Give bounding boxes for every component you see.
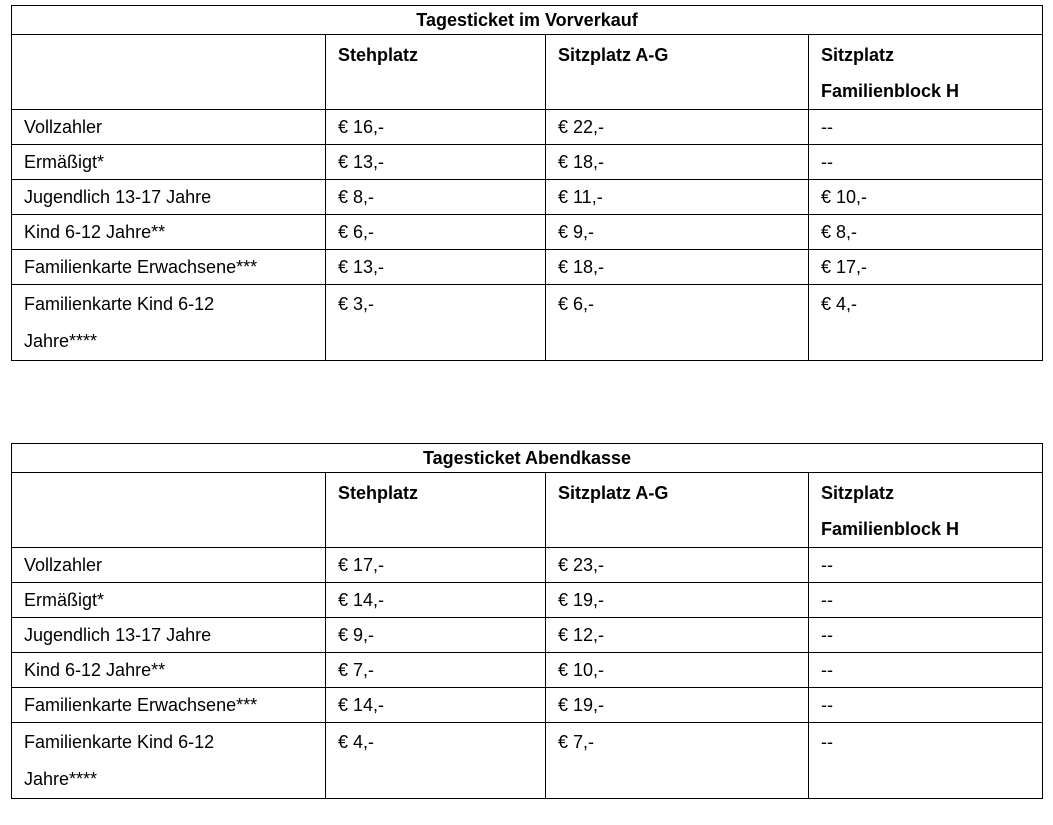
header-line: Sitzplatz	[821, 45, 895, 65]
column-header-familienblock-h	[809, 35, 1043, 110]
price-familienblock-h: --	[809, 110, 1043, 145]
table-abendkasse	[11, 443, 1043, 799]
header-line: Familienblock H	[821, 519, 960, 539]
price-stehplatz: € 7,-	[326, 653, 546, 688]
price-stehplatz: € 3,-	[326, 285, 546, 361]
price-sitzplatz-ag: € 23,-	[546, 548, 809, 583]
price-stehplatz: € 17,-	[326, 548, 546, 583]
price-sitzplatz-ag: € 11,-	[546, 180, 809, 215]
table-title: Tagesticket im Vorverkauf	[12, 6, 1043, 35]
price-familienblock-h: € 17,-	[809, 250, 1043, 285]
column-header-familienblock-h	[809, 473, 1043, 548]
label-line: Familienkarte Kind 6-12	[24, 732, 215, 752]
price-sitzplatz-ag: € 19,-	[546, 688, 809, 723]
label-line: Familienkarte Kind 6-12	[24, 294, 215, 314]
price-familienblock-h: --	[809, 583, 1043, 618]
table-row	[12, 215, 1043, 250]
price-familienblock-h: --	[809, 618, 1043, 653]
price-familienblock-h: --	[809, 548, 1043, 583]
row-label: Jugendlich 13-17 Jahre	[12, 618, 326, 653]
column-header-row	[12, 473, 1043, 548]
header-line: Familienblock H	[821, 81, 960, 101]
price-stehplatz: € 16,-	[326, 110, 546, 145]
price-sitzplatz-ag: € 22,-	[546, 110, 809, 145]
price-familienblock-h: € 10,-	[809, 180, 1043, 215]
table-row	[12, 618, 1043, 653]
price-sitzplatz-ag: € 18,-	[546, 250, 809, 285]
column-header-row	[12, 35, 1043, 110]
price-stehplatz: € 4,-	[326, 723, 546, 799]
price-familienblock-h: € 8,-	[809, 215, 1043, 250]
table-row	[12, 688, 1043, 723]
price-stehplatz: € 14,-	[326, 583, 546, 618]
table-vorverkauf	[11, 5, 1043, 361]
price-sitzplatz-ag: € 19,-	[546, 583, 809, 618]
table-row	[12, 180, 1043, 215]
price-stehplatz: € 14,-	[326, 688, 546, 723]
price-sitzplatz-ag: € 6,-	[546, 285, 809, 361]
price-stehplatz: € 8,-	[326, 180, 546, 215]
price-stehplatz: € 6,-	[326, 215, 546, 250]
column-header-sitzplatz-ag: Sitzplatz A-G	[546, 35, 809, 110]
price-familienblock-h: --	[809, 723, 1043, 799]
column-header-sitzplatz-ag: Sitzplatz A-G	[546, 473, 809, 548]
table-row	[12, 145, 1043, 180]
price-familienblock-h: € 4,-	[809, 285, 1043, 361]
row-label: Ermäßigt*	[12, 583, 326, 618]
price-stehplatz: € 13,-	[326, 145, 546, 180]
column-header-stehplatz: Stehplatz	[326, 35, 546, 110]
row-label: Ermäßigt*	[12, 145, 326, 180]
header-line: Sitzplatz	[821, 483, 895, 503]
column-header-category	[12, 473, 326, 548]
price-sitzplatz-ag: € 12,-	[546, 618, 809, 653]
table-row	[12, 723, 1043, 799]
row-label: Kind 6-12 Jahre**	[12, 653, 326, 688]
price-stehplatz: € 13,-	[326, 250, 546, 285]
table-row	[12, 110, 1043, 145]
price-sitzplatz-ag: € 10,-	[546, 653, 809, 688]
row-label: Familienkarte Erwachsene***	[12, 250, 326, 285]
table-row	[12, 653, 1043, 688]
price-familienblock-h: --	[809, 688, 1043, 723]
row-label: Vollzahler	[12, 110, 326, 145]
row-label: Jugendlich 13-17 Jahre	[12, 180, 326, 215]
table-row	[12, 548, 1043, 583]
table-row	[12, 250, 1043, 285]
table-title: Tagesticket Abendkasse	[12, 444, 1043, 473]
price-sitzplatz-ag: € 9,-	[546, 215, 809, 250]
row-label: Vollzahler	[12, 548, 326, 583]
row-label	[12, 723, 326, 799]
column-header-category	[12, 35, 326, 110]
table-row	[12, 583, 1043, 618]
price-stehplatz: € 9,-	[326, 618, 546, 653]
table-row	[12, 285, 1043, 361]
table-title-row	[12, 444, 1043, 473]
label-line: Jahre****	[24, 331, 98, 351]
row-label: Familienkarte Erwachsene***	[12, 688, 326, 723]
column-header-stehplatz: Stehplatz	[326, 473, 546, 548]
price-familienblock-h: --	[809, 653, 1043, 688]
label-line: Jahre****	[24, 769, 98, 789]
row-label	[12, 285, 326, 361]
price-sitzplatz-ag: € 18,-	[546, 145, 809, 180]
table-title-row	[12, 6, 1043, 35]
row-label: Kind 6-12 Jahre**	[12, 215, 326, 250]
price-sitzplatz-ag: € 7,-	[546, 723, 809, 799]
price-familienblock-h: --	[809, 145, 1043, 180]
